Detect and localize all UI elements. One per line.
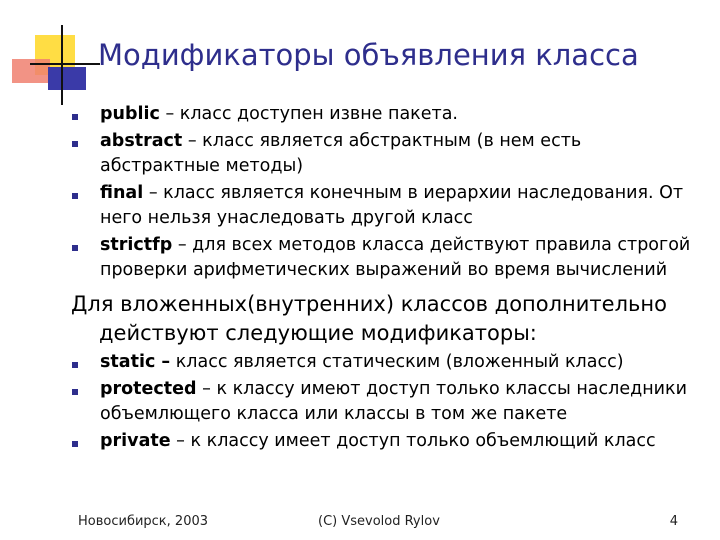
keyword: public <box>100 104 160 124</box>
description: – класс является конечным в иерархии наследования. От него нельзя унаследовать другой класс <box>100 183 684 228</box>
nested-classes-paragraph <box>72 290 702 348</box>
bullet-icon <box>72 245 78 251</box>
bullet-icon <box>72 114 78 120</box>
bullet-icon <box>72 362 78 368</box>
description: – класс доступен извне пакета. <box>159 104 458 124</box>
keyword: static – <box>100 352 171 372</box>
footer-copyright: (C) Vsevolod Rylov <box>318 514 440 529</box>
keyword: strictfp <box>100 235 173 255</box>
nested-modifier-list <box>0 350 720 456</box>
modifier-list <box>0 102 720 285</box>
list-item <box>0 102 720 127</box>
description: класс является статическим (вложенный класс) <box>170 352 624 372</box>
page-number: 4 <box>669 514 678 529</box>
paragraph-line-1: Для вложенных(внутренних) классов дополнительно <box>71 292 667 316</box>
description: – к классу имеет доступ только объемлющий класс <box>170 431 656 451</box>
decorative-logo <box>0 0 100 110</box>
bullet-icon <box>72 441 78 447</box>
horizontal-line <box>30 63 100 65</box>
keyword: protected <box>100 379 197 399</box>
slide-title: Модификаторы объявления класса <box>98 38 639 72</box>
description: – для всех методов класса действуют правила строгой проверки арифметических выражений во время вычислений <box>100 235 691 280</box>
keyword: private <box>100 431 171 451</box>
bullet-icon <box>72 389 78 395</box>
bullet-icon <box>72 141 78 147</box>
list-item <box>0 429 720 454</box>
paragraph-line-2: действуют следующие модификаторы: <box>99 321 537 345</box>
list-item <box>0 233 720 283</box>
list-item <box>0 377 720 427</box>
list-item <box>0 350 720 375</box>
description: – класс является абстрактным (в нем есть абстрактные методы) <box>100 131 582 176</box>
list-item <box>0 181 720 231</box>
footer-location: Новосибирск, 2003 <box>78 514 209 529</box>
keyword: final <box>100 183 144 203</box>
keyword: abstract <box>100 131 183 151</box>
description: – к классу имеют доступ только классы наследники объемлющего класса или классы в том же пакете <box>100 379 687 424</box>
blue-square <box>48 67 86 90</box>
bullet-icon <box>72 193 78 199</box>
list-item <box>0 129 720 179</box>
vertical-line <box>61 25 63 105</box>
